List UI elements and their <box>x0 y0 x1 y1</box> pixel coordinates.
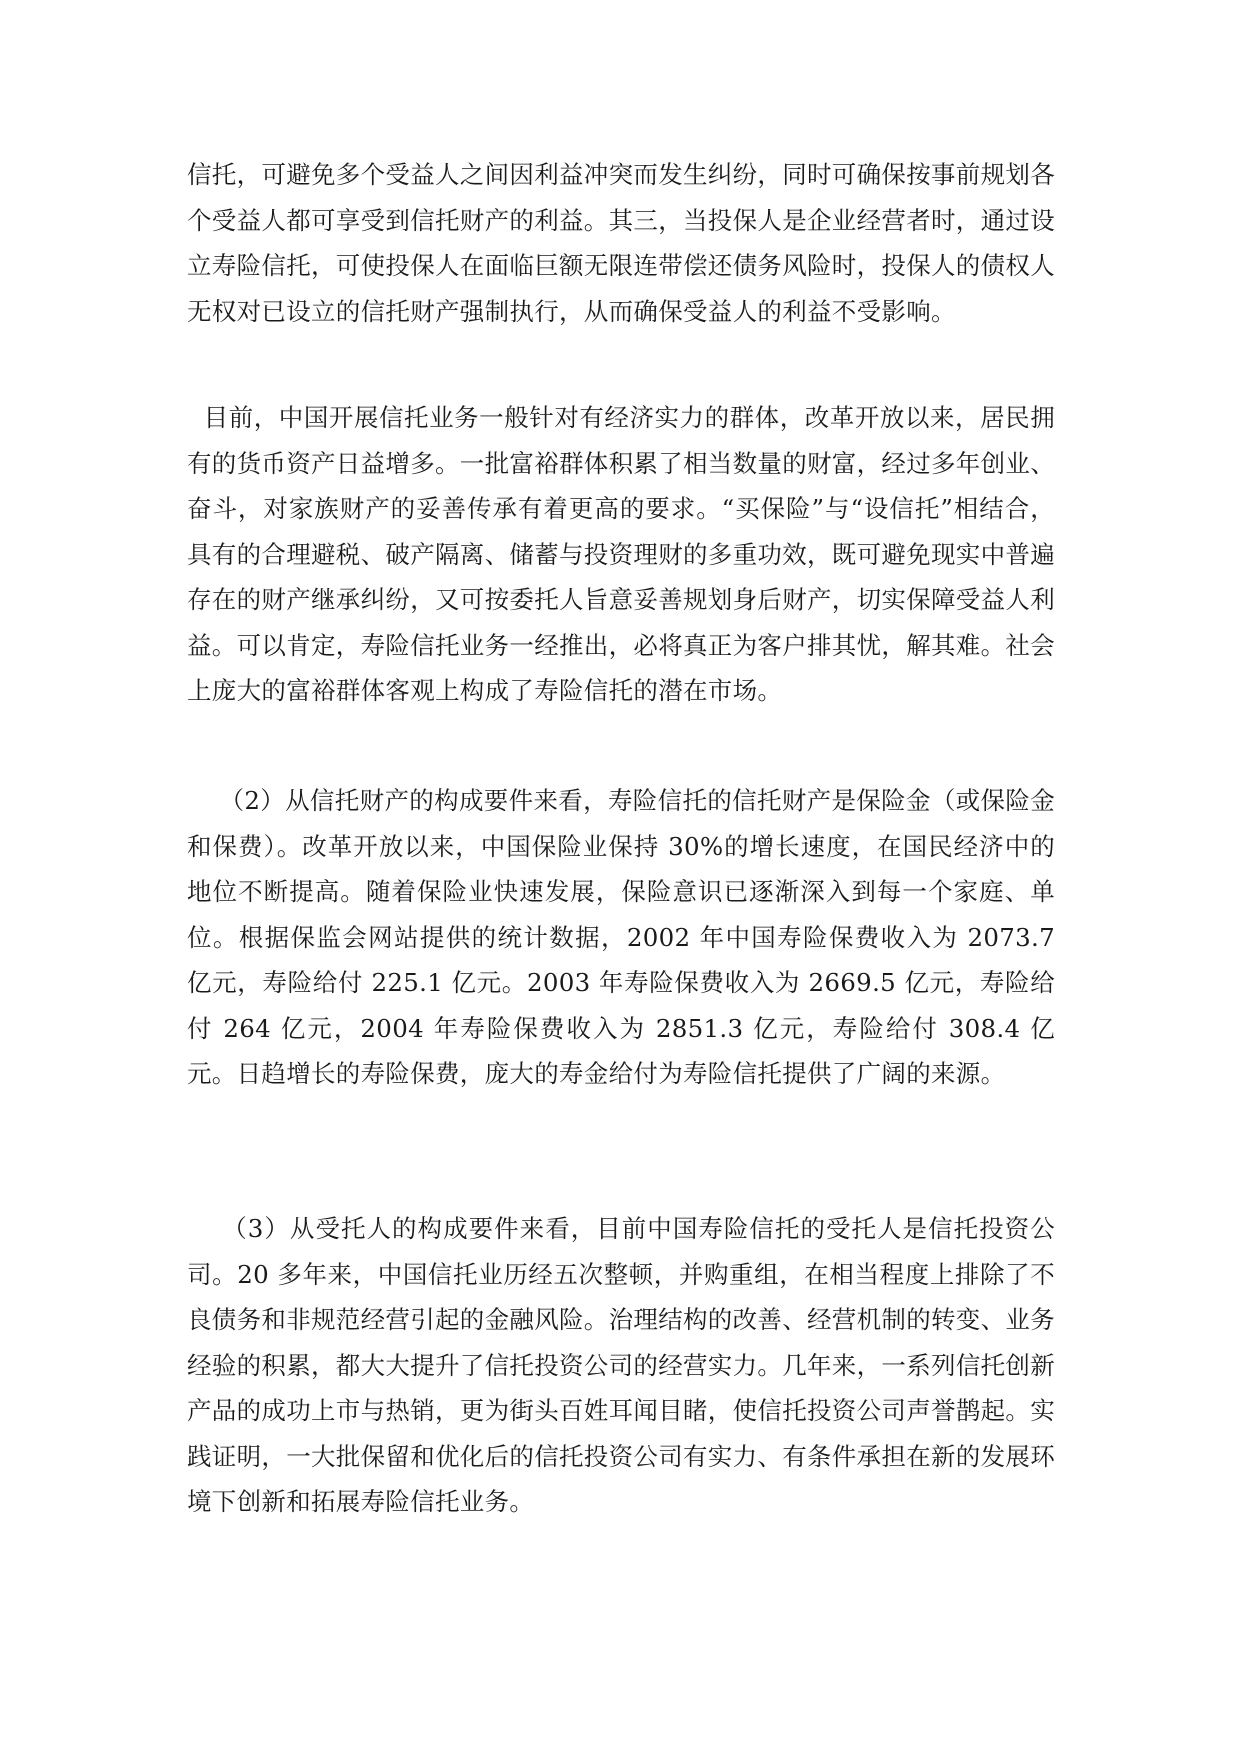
paragraph-trust-benefits: 信托，可避免多个受益人之间因利益冲突而发生纠纷，同时可确保按事前规划各个受益人都可享受到信托财产的利益。其三，当投保人是企业经营者时，通过设立寿险信托，可使投保人在面临巨额无限连带偿还债务风险时，投保人的债权人无权对已设立的信托财产强制执行，从而确保受益人的利益不受影响。 <box>187 160 1055 326</box>
paragraph-market-demand: 目前，中国开展信托业务一般针对有经济实力的群体，改革开放以来，居民拥有的货币资产日益增多。一批富裕群体积累了相当数量的财富，经过多年创业、奋斗，对家族财产的妥善传承有着更高的要求。“买保险”与“设信托”相结合，具有的合理避税、破产隔离、储蓄与投资理财的多重功效，既可避免现实中普遍存在的财产继承纠纷，又可按委托人旨意妥善规划身后财产，切实保障受益人利益。可以肯定，寿险信托业务一经推出，必将真正为客户排其忧，解其难。社会上庞大的富裕群体客观上构成了寿险信托的潜在市场。 <box>187 403 1055 705</box>
paragraph-trustee: （3）从受托人的构成要件来看，目前中国寿险信托的受托人是信托投资公司。20 多年来，中国信托业历经五次整顿，并购重组，在相当程度上排除了不良债务和非规范经营引起的金融风险。治理结构的改善、经营机制的转变、业务经验的积累，都大大提升了信托投资公司的经营实力。几年来，一系列信托创新产品的成功上市与热销，更为街头百姓耳闻目睹，使信托投资公司声誉鹊起。实践证明，一大批保留和优化后的信托投资公司有实力、有条件承担在新的发展环境下创新和拓展寿险信托业务。 <box>187 1214 1055 1516</box>
paragraph-trust-property: （2）从信托财产的构成要件来看，寿险信托的信托财产是保险金（或保险金和保费）。改革开放以来，中国保险业保持 30%的增长速度，在国民经济中的地位不断提高。随着保险业快速发展，保险意识已逐渐深入到每一个家庭、单位。根据保监会网站提供的统计数据，2002 年中国寿险保费收入为 2073.7 亿元，寿险给付 225.1 亿元。2003 年寿险保费收入为 2669.5 亿元，寿险给付 264 亿元，2004 年寿险保费收入为 2851.3 亿元，寿险给付 308.4 亿元。日趋增长的寿险保费，庞大的寿金给付为寿险信托提供了广阔的来源。 <box>187 786 1055 1088</box>
